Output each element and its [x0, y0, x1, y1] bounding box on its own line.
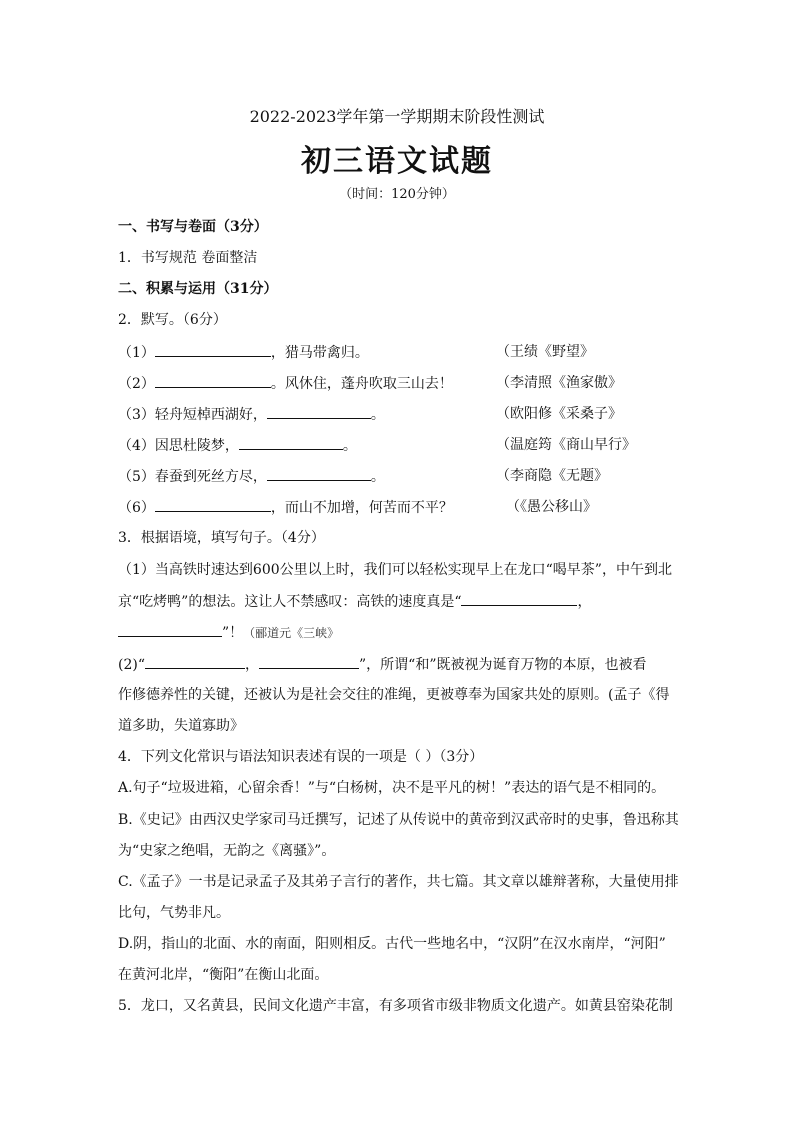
q4-option-b-line1: B.《史记》由西汉史学家司马迁撰写，记述了从传说中的黄帝到汉武帝时的史事，鲁迅称其 [118, 812, 679, 828]
section-1-heading: 一、书写与卷面（3分） [118, 219, 268, 235]
q2-item-2 [118, 373, 453, 394]
item-number: （6） [118, 500, 155, 516]
answer-blank[interactable] [118, 622, 222, 637]
answer-blank[interactable] [267, 404, 371, 419]
q2-item-4 [118, 435, 357, 456]
question-3-stem: 3．根据语境，填写句子。（4分） [118, 530, 325, 546]
item-number: （3） [118, 407, 155, 423]
item-number: （1） [118, 345, 155, 361]
question-4-stem: 4．下列文化常识与语法知识表述有误的一项是（ ）（3分） [118, 749, 484, 765]
q2-item-3-source: （欧阳修《采桑子》 [496, 406, 622, 422]
q3-text: ”！ [222, 625, 244, 641]
q3-part1-line1: （1）当高铁时速达到600公里以上时，我们可以轻松实现早上在龙口“喝早茶”，中午到北 [118, 562, 672, 578]
answer-blank[interactable] [155, 497, 271, 512]
q3-text: ”，所谓“和”既被视为诞育万物的本原，也被看 [359, 657, 647, 673]
q3-part1-line3 [118, 622, 339, 643]
q3-part1-line2 [118, 591, 591, 612]
q2-item-5-source: （李商隐《无题》 [496, 468, 608, 484]
q2-item-5 [118, 466, 385, 487]
item-number: （4） [118, 438, 155, 454]
q3-text: ， [577, 594, 592, 610]
q4-option-c-line1: C.《孟子》一书是记录孟子及其弟子言行的著作，共七篇。其文章以雄辩著称，大量使用排 [118, 874, 679, 890]
q2-item-1 [118, 342, 369, 363]
q2-item-3 [118, 404, 385, 425]
q2-item-4-source: （温庭筠《商山早行》 [496, 437, 636, 453]
item-text: ，而山不加增，何苦而不平？ [270, 500, 453, 516]
q3-text: 京“吃烤鸭”的想法。这让人不禁感叹：高铁的速度真是“ [118, 594, 462, 610]
q2-item-6-source: （《愚公移山》 [506, 499, 597, 515]
q4-option-b-line2: 为“史家之绝唱，无韵之《离骚》”。 [118, 843, 336, 859]
q3-text: (2)“ [118, 657, 145, 673]
q3-part2-line3: 道多助，失道寡助》 [118, 718, 244, 734]
q3-part2-line2: 作修德养性的关键，还被认为是社会交往的准绳，更被尊奉为国家共处的原则。(孟子《得 [118, 687, 670, 703]
answer-blank[interactable] [239, 435, 343, 450]
q2-item-1-source: （王绩《野望》 [496, 344, 594, 360]
section-2-heading: 二、积累与运用（31分） [118, 281, 278, 297]
question-2-stem: 2．默写。（6分） [118, 312, 227, 328]
item-text: 。 [370, 407, 385, 423]
q4-option-d-line1: D.阴，指山的北面、水的南面，阳则相反。古代一些地名中，“汉阴”在汉水南岸，“河阳” [118, 936, 666, 952]
answer-blank[interactable] [461, 591, 577, 606]
q3-source: （郦道元《三峡》 [243, 626, 340, 640]
answer-blank[interactable] [145, 654, 245, 669]
q2-item-2-source: （李清照《渔家傲》 [496, 375, 622, 391]
item-text: 因思杜陵梦， [154, 438, 239, 454]
answer-blank[interactable] [267, 466, 371, 481]
exam-subtitle: 2022-2023学年第一学期期末阶段性测试 [249, 107, 545, 126]
item-text: 春蚕到死丝方尽， [154, 469, 267, 485]
item-text: 。风休住，蓬舟吹取三山去！ [270, 376, 453, 392]
question-1: 1．书写规范 卷面整洁 [118, 250, 258, 266]
q2-item-6 [118, 497, 453, 518]
exam-time: （时间：120分钟） [339, 187, 455, 202]
item-text: ，猎马带禽归。 [270, 345, 369, 361]
item-text: 。 [370, 469, 385, 485]
answer-blank[interactable] [259, 654, 359, 669]
q3-part2-line1 [118, 654, 646, 675]
question-5-line1: 5．龙口，又名黄县，民间文化遗产丰富，有多项省市级非物质文化遗产。如黄县窑染花制 [118, 998, 673, 1014]
item-text: 。 [342, 438, 357, 454]
q4-option-a: A.句子“垃圾进箱，心留余香！”与“白杨树，决不是平凡的树！”表达的语气是不相同的。 [118, 780, 666, 796]
item-text: 轻舟短棹西湖好， [154, 407, 267, 423]
item-number: （5） [118, 469, 155, 485]
exam-title: 初三语文试题 [301, 144, 493, 179]
q3-text: ， [245, 657, 259, 673]
answer-blank[interactable] [155, 373, 271, 388]
q4-option-d-line2: 在黄河北岸，“衡阳”在衡山北面。 [118, 967, 329, 983]
answer-blank[interactable] [155, 342, 271, 357]
item-number: （2） [118, 376, 155, 392]
q4-option-c-line2: 比句，气势非凡。 [118, 905, 230, 921]
